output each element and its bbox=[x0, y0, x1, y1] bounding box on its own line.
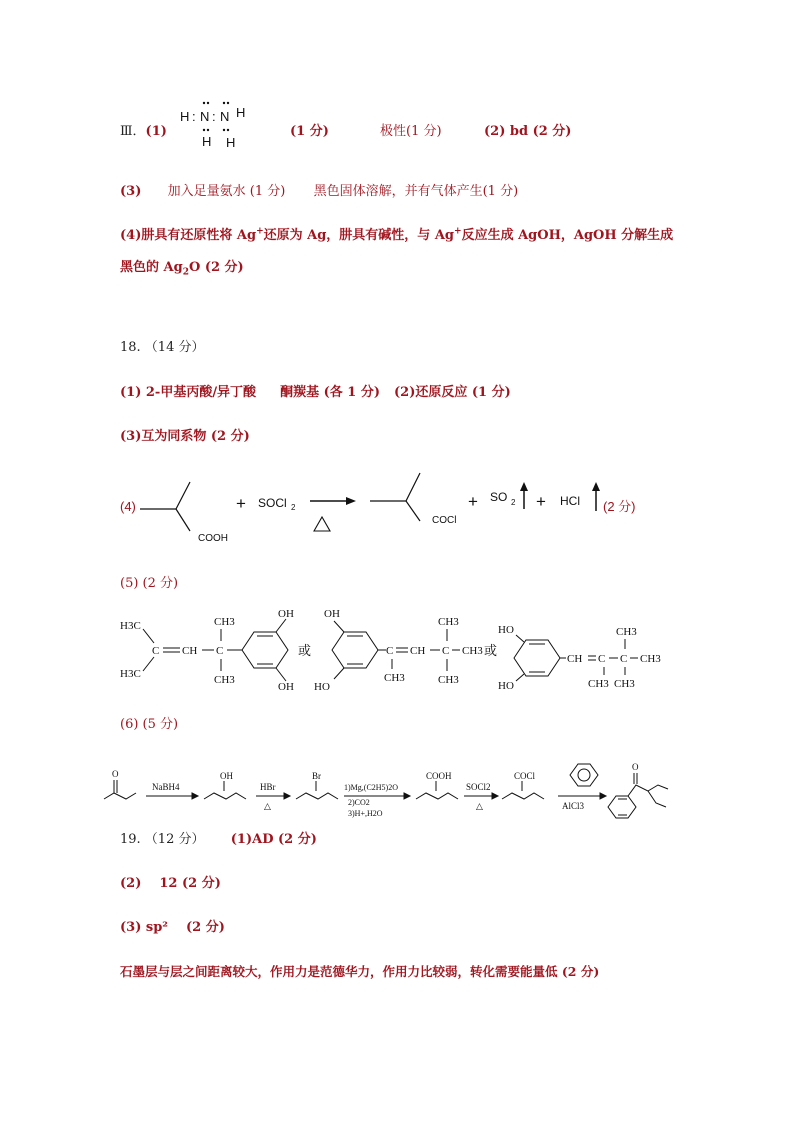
or-2: 或 bbox=[484, 643, 498, 658]
lewis-colon-2: : bbox=[212, 109, 216, 124]
q19-part3: (3) sp² (2 分) bbox=[120, 920, 225, 935]
svg-text:OH: OH bbox=[278, 608, 294, 620]
lewis-h-bottom-2: H bbox=[226, 135, 236, 150]
hcl: HCl bbox=[560, 494, 580, 508]
svg-text:HO: HO bbox=[314, 681, 330, 693]
svg-text:OH: OH bbox=[324, 608, 340, 620]
s3-q3-line bbox=[120, 180, 518, 199]
svg-text:C: C bbox=[442, 645, 450, 657]
q1-number: (1) bbox=[145, 124, 167, 139]
so2: SO bbox=[490, 490, 508, 504]
svg-text:CH: CH bbox=[567, 653, 583, 665]
svg-text:AlCl3: AlCl3 bbox=[562, 801, 585, 811]
svg-text:C: C bbox=[216, 645, 224, 657]
heat-triangle bbox=[314, 517, 330, 531]
plus-2: + bbox=[468, 492, 478, 511]
svg-text:SOCl2: SOCl2 bbox=[466, 782, 491, 792]
svg-text:2: 2 bbox=[291, 503, 296, 512]
svg-text:CH3: CH3 bbox=[384, 672, 405, 684]
svg-text:2: 2 bbox=[511, 498, 516, 507]
svg-text:CH3: CH3 bbox=[214, 674, 235, 686]
svg-text:C: C bbox=[386, 645, 394, 657]
svg-text:OH: OH bbox=[220, 771, 233, 781]
section3-label: Ⅲ． bbox=[120, 124, 146, 139]
svg-text:C: C bbox=[152, 645, 160, 657]
svg-text:HO: HO bbox=[498, 680, 514, 692]
svg-text:CH: CH bbox=[182, 645, 198, 657]
svg-text:2)CO2: 2)CO2 bbox=[348, 798, 370, 807]
q19-part2: (2) 12 (2 分) bbox=[120, 876, 221, 891]
svg-text:C: C bbox=[620, 653, 628, 665]
plus-1: + bbox=[236, 494, 246, 513]
lewis-h-left: H bbox=[180, 109, 190, 124]
svg-text:HBr: HBr bbox=[260, 782, 276, 792]
s3-q3-answer-b: 黑色固体溶解，并有气体产生(1 分) bbox=[313, 184, 519, 199]
q18-part3: (3)互为同系物 (2 分) bbox=[120, 429, 250, 444]
reactant-cooh: COOH bbox=[198, 533, 228, 544]
q19-title: 19. （12 分） bbox=[120, 832, 205, 847]
q18-part1: (1) 2-甲基丙酸/异丁酸 酮羰基 (各 1 分) (2)还原反应 (1 分) bbox=[120, 385, 511, 400]
svg-text:CH3: CH3 bbox=[438, 616, 459, 628]
q18-title: 18. （14 分） bbox=[120, 340, 205, 355]
socl2: SOCl bbox=[258, 496, 287, 510]
svg-text:CH3: CH3 bbox=[462, 645, 483, 657]
svg-text:O: O bbox=[632, 762, 639, 772]
lewis-h-bottom-1: H bbox=[202, 134, 212, 149]
s3-q3-number: (3) bbox=[120, 184, 142, 199]
q18-part5: (5) (2 分) bbox=[120, 576, 179, 591]
svg-text:Br: Br bbox=[312, 771, 321, 781]
svg-text:O: O bbox=[112, 769, 119, 779]
svg-text:CH: CH bbox=[410, 645, 426, 657]
product-cocl: COCl bbox=[432, 515, 457, 526]
svg-text:3)H+,H2O: 3)H+,H2O bbox=[348, 809, 383, 818]
q18-part5-structures bbox=[118, 605, 678, 695]
lewis-h-right: H bbox=[236, 105, 246, 120]
lewis-n-2: N bbox=[220, 109, 230, 124]
lewis-n-1: N bbox=[200, 109, 210, 124]
s3-q3-answer-a: 加入足量氨水 (1 分) bbox=[167, 184, 286, 199]
svg-text:OH: OH bbox=[278, 681, 294, 693]
hydrazine-lewis-structure bbox=[178, 100, 268, 152]
polarity-answer: 极性(1 分) bbox=[380, 124, 442, 139]
svg-text:CH3: CH3 bbox=[214, 616, 235, 628]
plus-3: + bbox=[536, 492, 546, 511]
svg-text:COCl: COCl bbox=[514, 771, 536, 781]
svg-text:CH3: CH3 bbox=[588, 678, 609, 690]
svg-text:HO: HO bbox=[498, 624, 514, 636]
svg-text:CH3: CH3 bbox=[616, 626, 637, 638]
s3-q4-line2: 黑色的 $Ag_2O$ (2 分) bbox=[120, 260, 244, 278]
lewis-colon-1: : bbox=[192, 109, 196, 124]
section3-line bbox=[120, 120, 167, 139]
q19-title-line bbox=[120, 828, 317, 847]
svg-text:COOH: COOH bbox=[426, 771, 452, 781]
q19-explanation: 石墨层与层之间距离较大，作用力是范德华力，作用力比较弱，转化需要能量低 (2 分) bbox=[120, 964, 600, 979]
svg-text:H3C: H3C bbox=[120, 620, 141, 632]
q18-synthesis-route bbox=[100, 755, 700, 830]
svg-text:CH3: CH3 bbox=[438, 674, 459, 686]
svg-text:NaBH4: NaBH4 bbox=[152, 782, 180, 792]
svg-text:1)Mg,(C2H5)2O: 1)Mg,(C2H5)2O bbox=[344, 783, 398, 792]
svg-text:CH3: CH3 bbox=[640, 653, 661, 665]
s3-q4-line1: (4)肼具有还原性将 Ag+还原为 Ag，肼具有碱性，与 Ag+反应生成 AgOH，AgOH 分解生成 bbox=[120, 226, 674, 243]
reaction4-label: (4) bbox=[120, 499, 136, 514]
svg-text:△: △ bbox=[476, 801, 483, 811]
or-1: 或 bbox=[298, 643, 312, 658]
svg-text:△: △ bbox=[264, 801, 271, 811]
q19-part1: (1)AD (2 分) bbox=[230, 832, 317, 847]
q18-reaction-4 bbox=[118, 465, 658, 555]
q1-score: (1 分) bbox=[290, 124, 329, 139]
svg-text:H3C: H3C bbox=[120, 668, 141, 680]
svg-text:CH3: CH3 bbox=[614, 678, 635, 690]
q18-part6: (6) (5 分) bbox=[120, 717, 179, 732]
q2-answer: (2) bd (2 分) bbox=[484, 124, 572, 139]
svg-text:C: C bbox=[598, 653, 606, 665]
reaction4-score: (2 分) bbox=[603, 499, 636, 514]
